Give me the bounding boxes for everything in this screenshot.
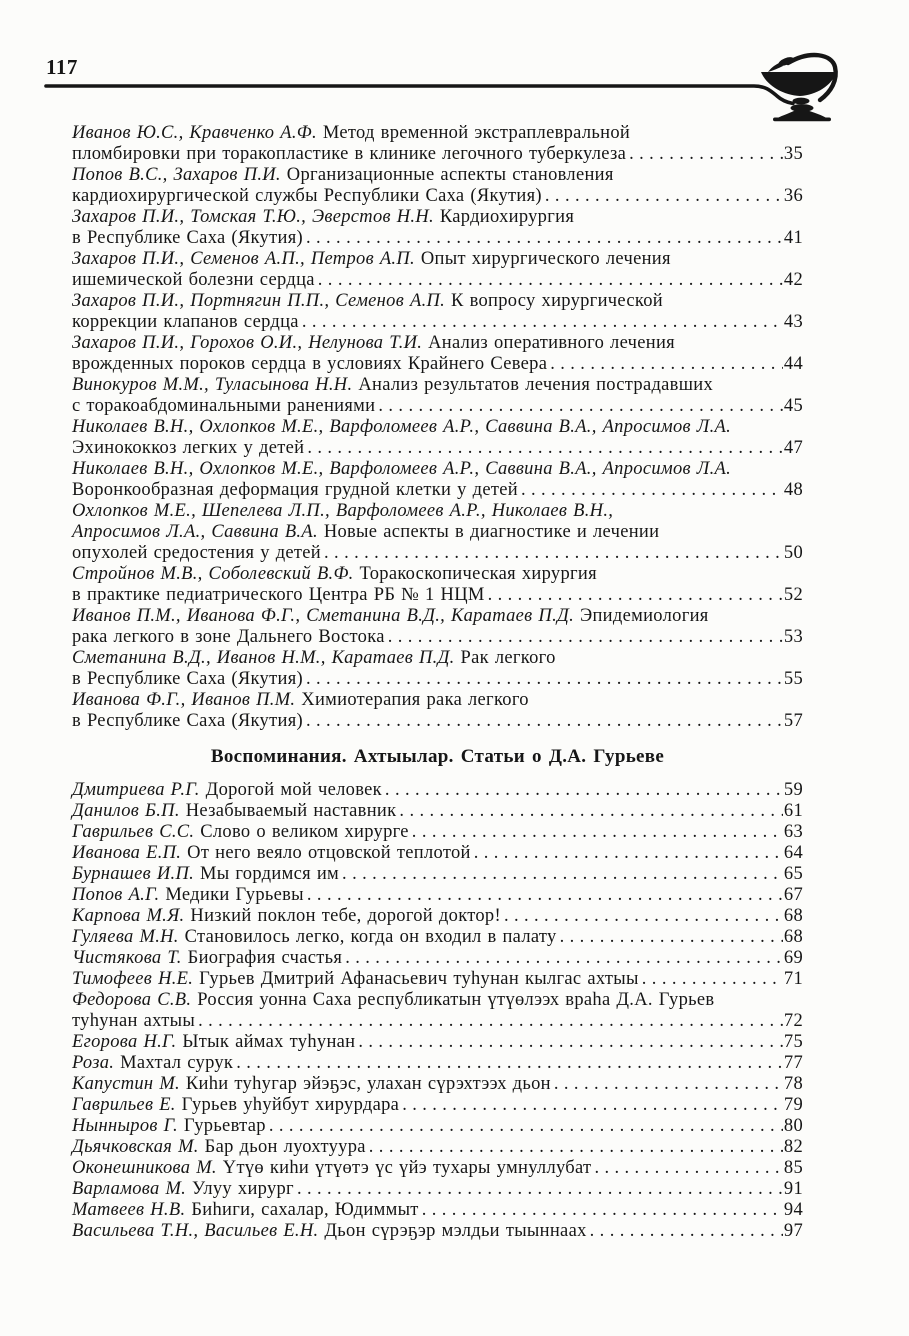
entry-title-text: Гурьев Дмитрий Афанасьевич туһунан кылгас ахтыы: [193, 969, 639, 989]
entry-title-text: Опыт хирургического лечения: [414, 249, 671, 269]
entry-title-text: рака легкого в зоне Дальнего Востока: [72, 627, 385, 647]
page-ref: 78: [783, 1074, 803, 1094]
page-ref: 41: [783, 228, 803, 248]
entry-title-text: Химиотерапия рака легкого: [295, 690, 529, 710]
toc-line: [72, 564, 803, 585]
entry-title-text: кардиохирургической службы Республики Саха (Якутия): [72, 186, 542, 206]
toc-line: [72, 144, 803, 165]
toc-line: [72, 969, 803, 990]
author-names: Николаев В.Н., Охлопков М.Е., Варфоломеев А.Р., Саввина В.А., Апросимов Л.А.: [72, 417, 732, 437]
toc-line: [72, 543, 803, 564]
author-names: Сметанина В.Д., Иванов Н.М., Каратаев П.Д.: [72, 648, 455, 668]
author-names: Дмитриева Р.Г.: [72, 780, 200, 800]
author-names: Охлопков М.Е., Шепелева Л.П., Варфоломеев А.Р., Николаев В.Н.,: [72, 501, 614, 521]
toc-line: [72, 291, 803, 312]
entry-title-text: туһунан ахтыы: [72, 1011, 196, 1031]
page-ref: 69: [783, 948, 803, 968]
page-ref: 64: [783, 843, 803, 863]
entry-title-text: Низкий поклон тебе, дорогой доктор!: [184, 906, 501, 926]
page-ref: 91: [783, 1179, 803, 1199]
dot-leader: [642, 969, 783, 990]
dot-leader: [629, 144, 783, 165]
author-names: Варламова М.: [72, 1179, 187, 1199]
toc-line: [72, 123, 803, 144]
author-names: Апросимов Л.А., Саввина В.А.: [72, 522, 318, 542]
entry-title-text: Метод временной экстраплевральной: [316, 123, 631, 143]
page-ref: 80: [783, 1116, 803, 1136]
author-names: Иванова Е.П.: [72, 843, 182, 863]
page-ref: 68: [783, 927, 803, 947]
page-ref: 61: [783, 801, 803, 821]
toc-line: [72, 396, 803, 417]
entry-title-text: Кардиохирургия: [433, 207, 575, 227]
entry-title-text: в Республике Саха (Якутия): [72, 711, 303, 731]
author-names: Захаров П.И., Горохов О.И., Нелунова Т.И.: [72, 333, 423, 353]
dot-leader: [369, 1137, 783, 1158]
entry-title-text: Медики Гурьевы: [159, 885, 304, 905]
page-ref: 77: [783, 1053, 803, 1073]
toc-line: [72, 690, 803, 711]
toc-line: [72, 459, 803, 480]
author-names: Гуляева М.Н.: [72, 927, 179, 947]
dot-leader: [412, 822, 783, 843]
author-names: Оконешникова М.: [72, 1158, 217, 1178]
page-ref: 42: [783, 270, 803, 290]
entry-title-text: Эпидемиология: [574, 606, 709, 626]
page-ref: 68: [783, 906, 803, 926]
entry-title-text: От него веяло отцовской теплотой: [181, 843, 471, 863]
entry-title-text: Мы гордимся им: [194, 864, 340, 884]
page-ref: 52: [783, 585, 803, 605]
page-ref: 47: [783, 438, 803, 458]
author-names: Федорова С.В.: [72, 990, 192, 1010]
page-ref: 97: [783, 1221, 803, 1241]
toc-line: [72, 885, 803, 906]
header-rule: [46, 86, 793, 104]
entry-title-text: Новые аспекты в диагностике и лечении: [317, 522, 660, 542]
dot-leader: [521, 480, 783, 501]
entry-title-text: Бар дьон луохтуура: [198, 1137, 366, 1157]
page-ref: 79: [783, 1095, 803, 1115]
entry-title-text: Воронкообразная деформация грудной клетки у детей: [72, 480, 518, 500]
dot-leader: [554, 1074, 783, 1095]
toc-line: [72, 606, 803, 627]
page-ref: 63: [783, 822, 803, 842]
bowl-of-hygieia-icon: [761, 55, 837, 121]
entry-title-text: в Республике Саха (Якутия): [72, 669, 303, 689]
dot-leader: [306, 669, 783, 690]
page-ref: 75: [783, 1032, 803, 1052]
toc-line: [72, 165, 803, 186]
author-names: Иванов П.М., Иванова Ф.Г., Сметанина В.Д., Каратаев П.Д.: [72, 606, 575, 626]
table-of-contents: [72, 123, 803, 1242]
dot-leader: [342, 864, 783, 885]
toc-line: [72, 1200, 803, 1221]
section-heading: Воспоминания. Ахтыылар. Статьи о Д.А. Гурьеве: [210, 746, 665, 767]
page-ref: 94: [783, 1200, 803, 1220]
entry-title-text: Становилось легко, когда он входил в палату: [178, 927, 557, 947]
toc-section: [72, 746, 803, 1242]
toc-line: [72, 1137, 803, 1158]
entry-title-text: Биһиги, сахалар, Юдиммыт: [185, 1200, 419, 1220]
toc-line: [72, 585, 803, 606]
author-names: Гаврильев С.С.: [72, 822, 195, 842]
entry-title-text: коррекции клапанов сердца: [72, 312, 299, 332]
toc-line: [72, 1179, 803, 1200]
entry-title-text: в практике педиатрического Центра РБ № 1 НЦМ: [72, 585, 485, 605]
page-ref: 44: [783, 354, 803, 374]
dot-leader: [307, 438, 783, 459]
toc-line: [72, 501, 803, 522]
entry-title-text: Гурьевтар: [178, 1116, 266, 1136]
entry-title-text: Үтүө киһи үтүөтэ үс үйэ тухары умнуллубат: [216, 1158, 592, 1178]
page-ref: 48: [783, 480, 803, 500]
entry-title-text: К вопросу хирургической: [445, 291, 663, 311]
toc-line: [72, 780, 803, 801]
dot-leader: [318, 270, 783, 291]
toc-line: [72, 1116, 803, 1137]
page-ref: 72: [783, 1011, 803, 1031]
entry-title-text: Киһи туһугар эйэҕэс, улахан сүрэхтээх дьон: [179, 1074, 551, 1094]
dot-leader: [560, 927, 783, 948]
page-ref: 57: [783, 711, 803, 731]
entry-title-text: Ытык аймах туһунан: [176, 1032, 356, 1052]
toc-line: [72, 843, 803, 864]
entry-title-text: в Республике Саха (Якутия): [72, 228, 303, 248]
page-ref: 82: [783, 1137, 803, 1157]
toc-line: [72, 948, 803, 969]
toc-line: [72, 906, 803, 927]
entry-title-text: пломбировки при торакопластике в клинике легочного туберкулеза: [72, 144, 627, 164]
author-names: Тимофеев Н.Е.: [72, 969, 194, 989]
author-names: Данилов Б.П.: [72, 801, 180, 821]
dot-leader: [488, 585, 783, 606]
entry-title-text: врожденных пороков сердца в условиях Крайнего Севера: [72, 354, 548, 374]
page-ref: 36: [783, 186, 803, 206]
toc-line: [72, 417, 803, 438]
toc-line: [72, 1221, 803, 1242]
dot-leader: [236, 1053, 783, 1074]
page-ref: 35: [783, 144, 803, 164]
page-number: 117: [46, 55, 78, 79]
author-names: Роза.: [72, 1053, 115, 1073]
header-rule-and-emblem: [0, 0, 909, 140]
page-ref: 55: [783, 669, 803, 689]
author-names: Дьячковская М.: [72, 1137, 199, 1157]
entry-title-text: Гурьев уһуйбут хирурдара: [175, 1095, 400, 1115]
author-names: Капустин М.: [72, 1074, 180, 1094]
toc-line: [72, 669, 803, 690]
author-names: Бурнашев И.П.: [72, 864, 195, 884]
dot-leader: [550, 354, 783, 375]
author-names: Иванова Ф.Г., Иванов П.М.: [72, 690, 296, 710]
toc-line: [72, 927, 803, 948]
toc-line: [72, 1158, 803, 1179]
page-ref: 45: [783, 396, 803, 416]
toc-line: [72, 249, 803, 270]
toc-line: [72, 990, 803, 1011]
dot-leader: [198, 1011, 783, 1032]
dot-leader: [590, 1221, 783, 1242]
page-ref: 43: [783, 312, 803, 332]
entry-title-text: Биография счастья: [181, 948, 343, 968]
toc-line: [72, 480, 803, 501]
entry-title-text: Россия уонна Саха республикатын үтүөлээх враһа Д.А. Гурьев: [191, 990, 715, 1010]
toc-line: [72, 354, 803, 375]
toc-line: [72, 1095, 803, 1116]
dot-leader: [474, 843, 783, 864]
entry-title-text: Рак легкого: [454, 648, 556, 668]
dot-leader: [402, 1095, 783, 1116]
entry-title-text: Дорогой мой человек: [199, 780, 382, 800]
dot-leader: [378, 396, 783, 417]
dot-leader: [302, 312, 783, 333]
dot-leader: [594, 1158, 782, 1179]
author-names: Попов А.Г.: [72, 885, 160, 905]
entry-title-text: Организационные аспекты становления: [280, 165, 614, 185]
dot-leader: [422, 1200, 783, 1221]
toc-line: [72, 438, 803, 459]
dot-leader: [399, 801, 782, 822]
author-names: Захаров П.И., Семенов А.П., Петров А.П.: [72, 249, 415, 269]
toc-line: [72, 648, 803, 669]
entry-title-text: ишемической болезни сердца: [72, 270, 315, 290]
page-ref: 59: [783, 780, 803, 800]
page-ref: 50: [783, 543, 803, 563]
dot-leader: [297, 1179, 783, 1200]
entry-title-text: Дьон сүрэҕэр мэлдьи тыыннаах: [318, 1221, 587, 1241]
toc-line: [72, 186, 803, 207]
toc-line: [72, 822, 803, 843]
toc-line: [72, 333, 803, 354]
author-names: Винокуров М.М., Туласынова Н.Н.: [72, 375, 353, 395]
toc-line: [72, 312, 803, 333]
dot-leader: [306, 228, 783, 249]
page-ref: 65: [783, 864, 803, 884]
dot-leader: [385, 780, 783, 801]
toc-section: [72, 123, 803, 732]
toc-line: [72, 375, 803, 396]
author-names: Васильева Т.Н., Васильев Е.Н.: [72, 1221, 319, 1241]
entry-title-text: Торакоскопическая хирургия: [353, 564, 597, 584]
toc-line: [72, 801, 803, 822]
entry-title-text: Улуу хирург: [186, 1179, 294, 1199]
page-ref: 85: [783, 1158, 803, 1178]
entry-title-text: Махтал сурук: [114, 1053, 234, 1073]
author-names: Егорова Н.Г.: [72, 1032, 177, 1052]
page-ref: 67: [783, 885, 803, 905]
author-names: Захаров П.И., Портнягин П.П., Семенов А.П.: [72, 291, 446, 311]
page-ref: 53: [783, 627, 803, 647]
dot-leader: [388, 627, 783, 648]
author-names: Карпова М.Я.: [72, 906, 185, 926]
author-names: Гаврильев Е.: [72, 1095, 176, 1115]
author-names: Чистякова Т.: [72, 948, 182, 968]
dot-leader: [269, 1116, 783, 1137]
entry-title-text: опухолей средостения у детей: [72, 543, 322, 563]
dot-leader: [545, 186, 783, 207]
toc-line: [72, 1053, 803, 1074]
toc-line: [72, 1032, 803, 1053]
toc-line: [72, 864, 803, 885]
dot-leader: [358, 1032, 783, 1053]
author-names: Попов В.С., Захаров П.И.: [72, 165, 281, 185]
author-names: Захаров П.И., Томская Т.Ю., Эверстов Н.Н.: [72, 207, 434, 227]
dot-leader: [307, 885, 783, 906]
page-ref: 71: [783, 969, 803, 989]
toc-line: [72, 270, 803, 291]
toc-line: [72, 1074, 803, 1095]
entry-title-text: Незабываемый наставник: [179, 801, 397, 821]
author-names: Стройнов М.В., Соболевский В.Ф.: [72, 564, 354, 584]
toc-line: [72, 228, 803, 249]
toc-line: [72, 522, 803, 543]
entry-title-text: Слово о великом хирурге: [194, 822, 409, 842]
author-names: Нынныров Г.: [72, 1116, 178, 1136]
entry-title-text: Эхинококкоз легких у детей: [72, 438, 305, 458]
toc-line: [72, 627, 803, 648]
dot-leader: [504, 906, 783, 927]
author-names: Иванов Ю.С., Кравченко А.Ф.: [72, 123, 317, 143]
toc-line: [72, 1011, 803, 1032]
entry-title-text: Анализ оперативного лечения: [422, 333, 675, 353]
entry-title-text: с торакоабдоминальными ранениями: [72, 396, 376, 416]
dot-leader: [306, 711, 783, 732]
author-names: Николаев В.Н., Охлопков М.Е., Варфоломеев А.Р., Саввина В.А., Апросимов Л.А.: [72, 459, 732, 479]
dot-leader: [324, 543, 783, 564]
entry-title-text: Анализ результатов лечения пострадавших: [352, 375, 714, 395]
author-names: Матвеев Н.В.: [72, 1200, 186, 1220]
toc-line: [72, 207, 803, 228]
dot-leader: [345, 948, 783, 969]
toc-line: [72, 711, 803, 732]
